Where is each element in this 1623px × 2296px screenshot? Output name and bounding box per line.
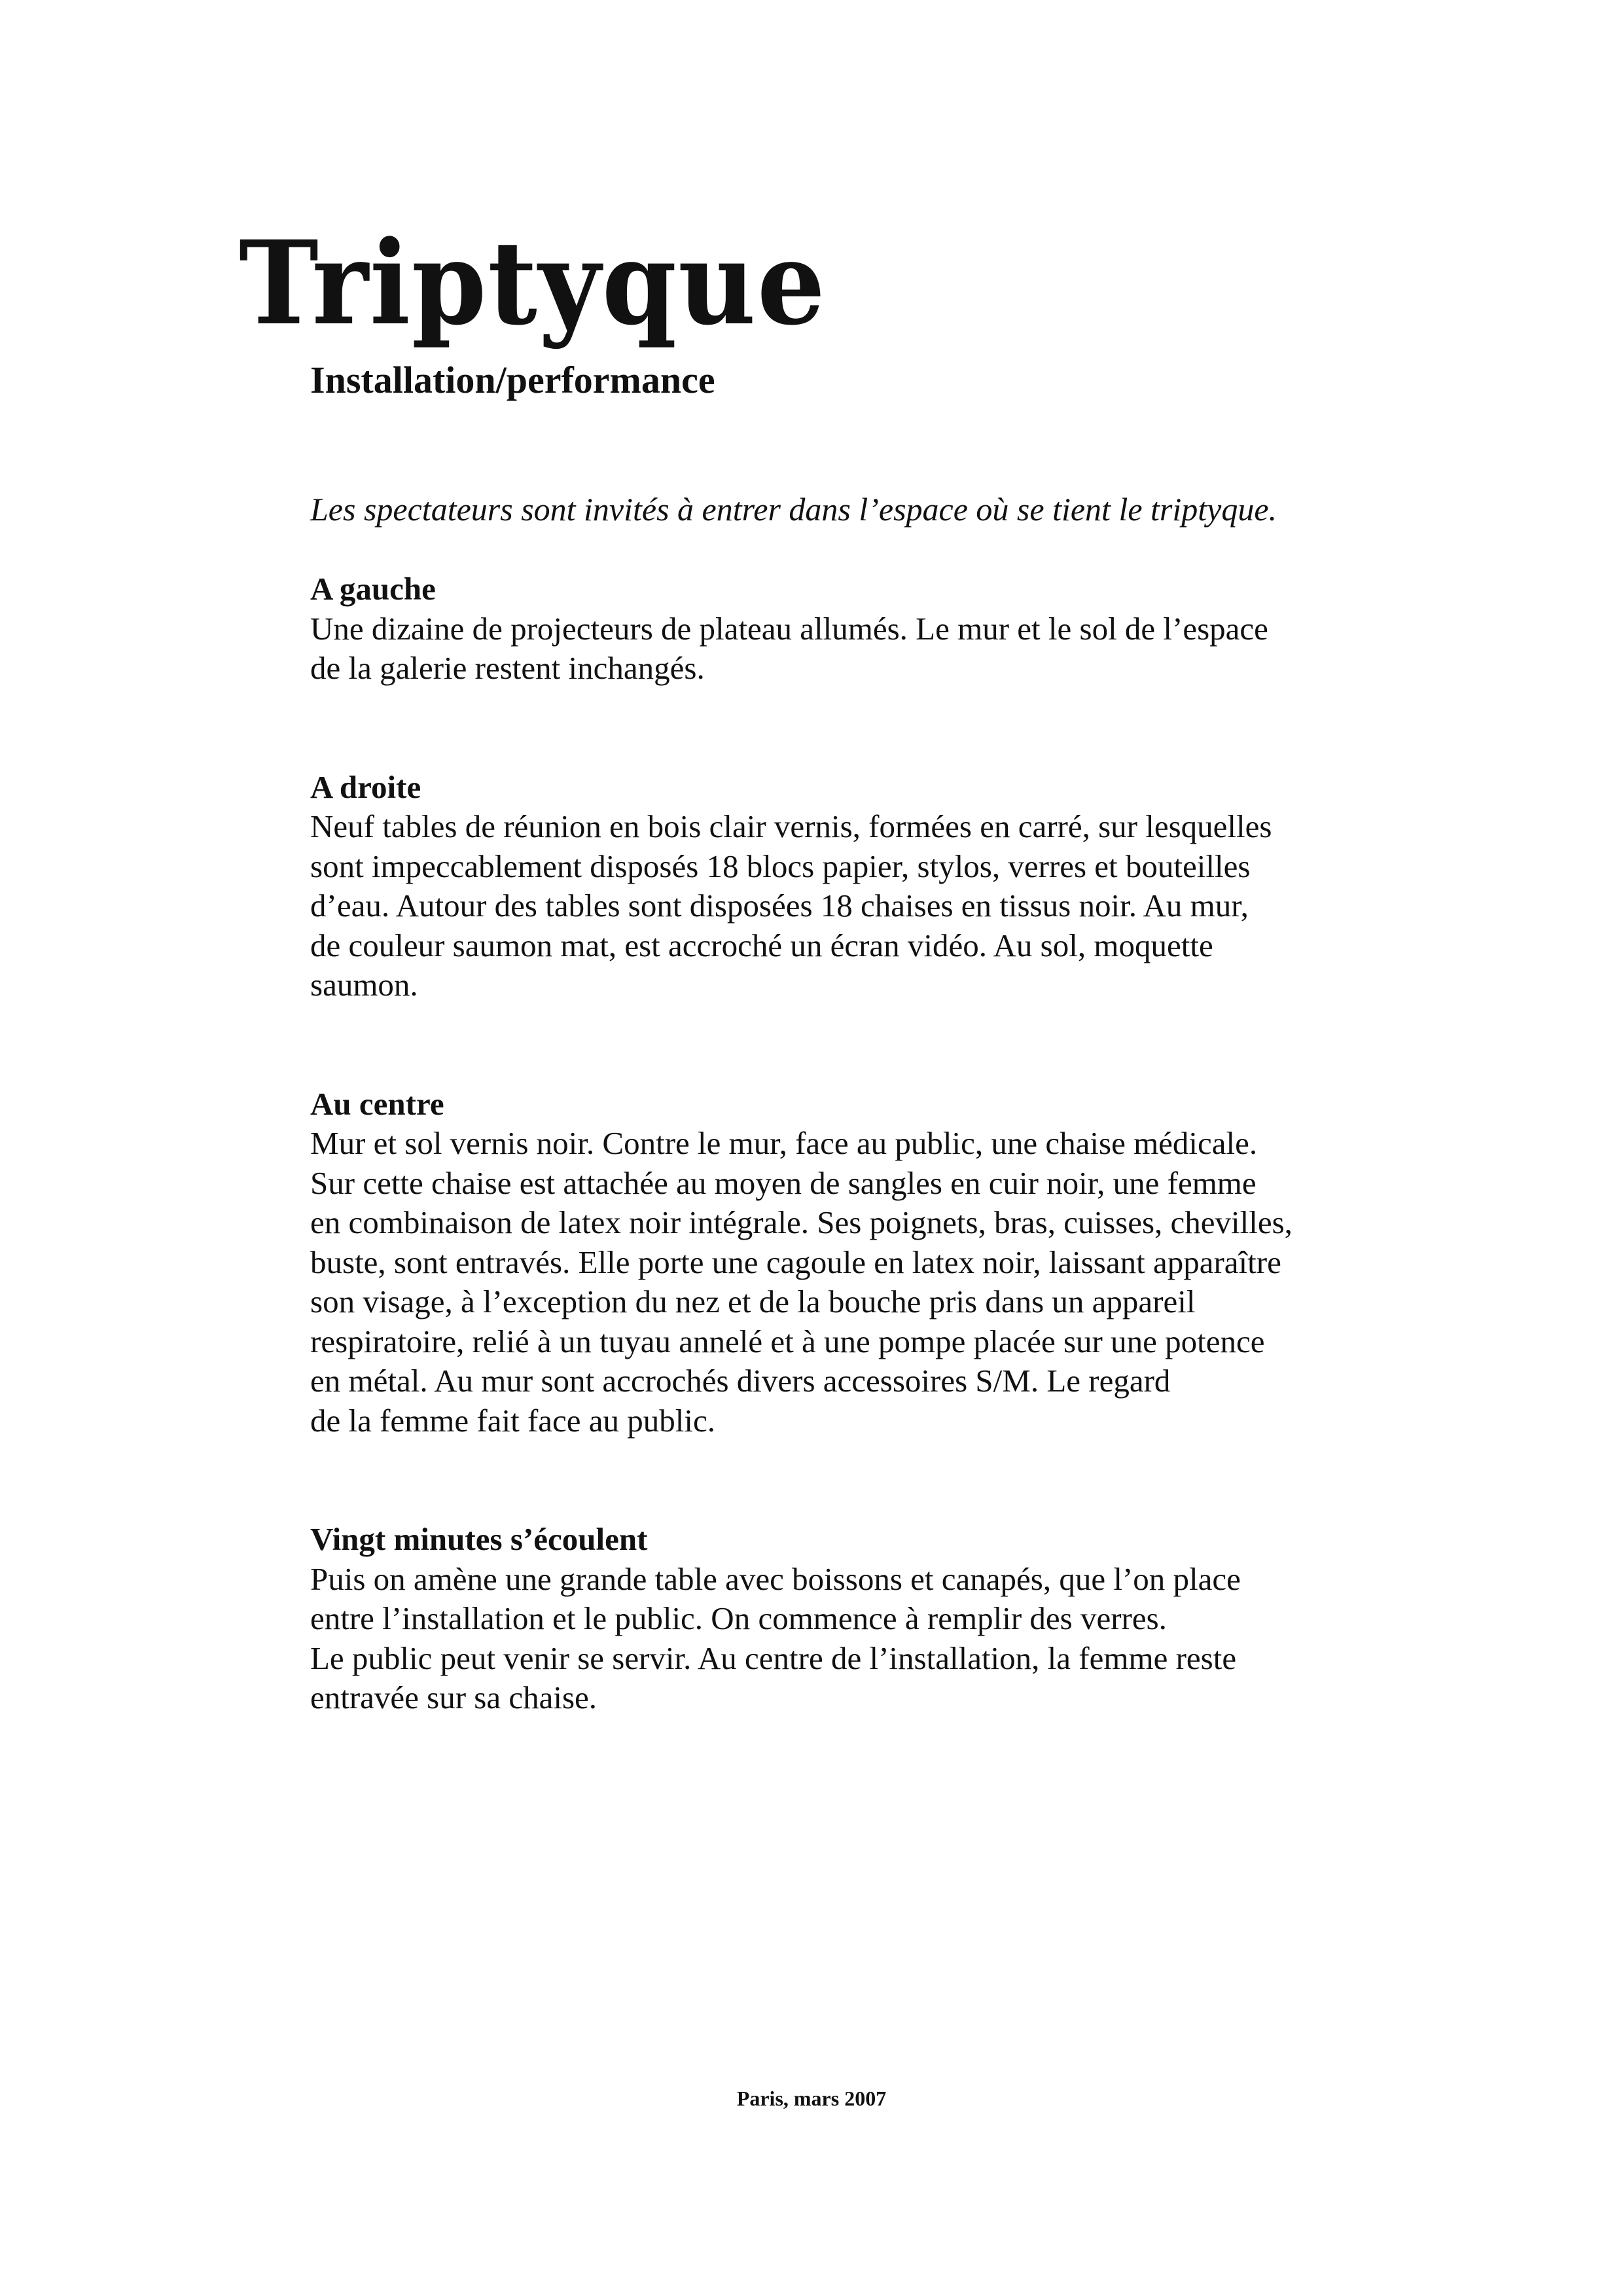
text-line: de la galerie restent inchangés. (310, 650, 705, 686)
document-body (310, 569, 1488, 1797)
text-line: en combinaison de latex noir intégrale. Ses poignets, bras, cuisses, chevilles, (310, 1204, 1293, 1240)
text-line: sont impeccablement disposés 18 blocs papier, stylos, verres et bouteilles (310, 848, 1251, 884)
footer-place-date: Paris, mars 2007 (736, 2087, 887, 2110)
section-heading: Au centre (310, 1085, 444, 1122)
text-line: buste, sont entravés. Elle porte une cagoule en latex noir, laissant apparaître (310, 1244, 1281, 1280)
text-line: Sur cette chaise est attachée au moyen de sangles en cuir noir, une femme (310, 1164, 1257, 1201)
section-heading: Vingt minutes s’écoulent (310, 1521, 648, 1557)
text-line: Une dizaine de projecteurs de plateau allumés. Le mur et le sol de l’espace (310, 610, 1268, 647)
text-line: Le public peut venir se servir. Au centre de l’installation, la femme reste (310, 1640, 1237, 1676)
text-line: entre l’installation et le public. On commence à remplir des verres. (310, 1600, 1167, 1636)
text-line: respiratoire, relié à un tuyau annelé et à une pompe placée sur une potence (310, 1323, 1265, 1359)
section-right (310, 768, 1488, 1005)
text-line: de la femme fait face au public. (310, 1402, 715, 1439)
text-line: son visage, à l’exception du nez et de la bouche pris dans un appareil (310, 1283, 1196, 1319)
text-line: d’eau. Autour des tables sont disposées 18 chaises en tissus noir. Au mur, (310, 888, 1249, 924)
text-line: saumon. (310, 967, 418, 1003)
intro-paragraph: Les spectateurs sont invités à entrer dans l’espace où se tient le triptyque. (310, 491, 1277, 528)
document-title: Triptyque (239, 215, 827, 351)
text-line: Neuf tables de réunion en bois clair vernis, formées en carré, sur lesquelles (310, 808, 1272, 844)
section-left (310, 569, 1488, 689)
document-subtitle: Installation/performance (310, 359, 715, 401)
section-twenty-minutes (310, 1520, 1488, 1718)
text-line: en métal. Au mur sont accrochés divers accessoires S/M. Le regard (310, 1363, 1171, 1399)
text-line: entravée sur sa chaise. (310, 1679, 597, 1715)
text-line: Puis on amène une grande table avec boissons et canapés, que l’on place (310, 1560, 1241, 1597)
text-line: Mur et sol vernis noir. Contre le mur, face au public, une chaise médicale. (310, 1125, 1258, 1161)
text-line: de couleur saumon mat, est accroché un écran vidéo. Au sol, moquette (310, 927, 1213, 963)
section-heading: A gauche (310, 571, 436, 607)
section-heading: A droite (310, 768, 421, 805)
section-center (310, 1085, 1488, 1441)
